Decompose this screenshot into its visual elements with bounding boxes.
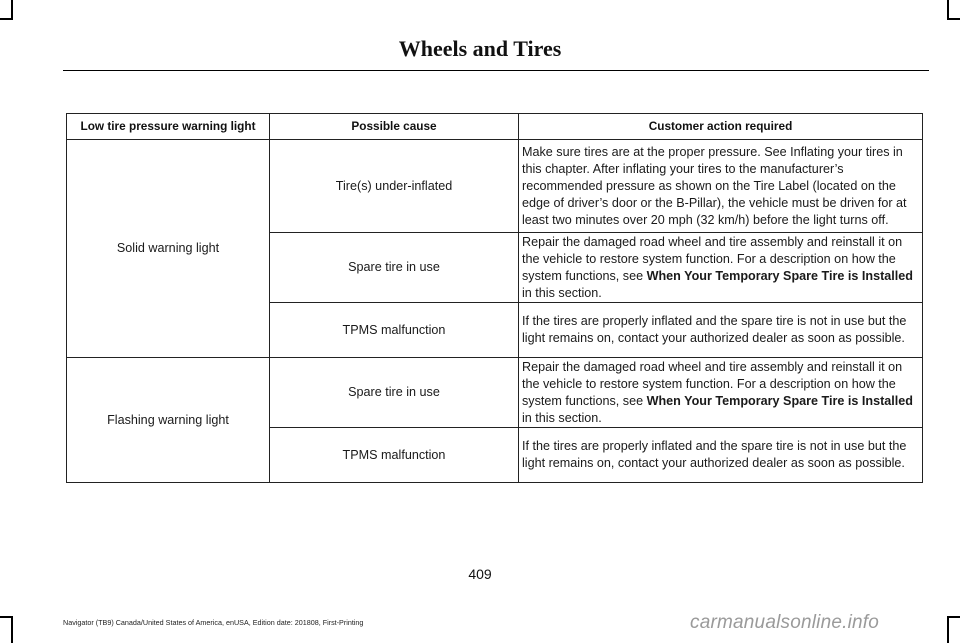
cause-cell: Spare tire in use (270, 233, 519, 303)
action-cell: Make sure tires are at the proper pressure. See Inflating your tires in this chapter. After inflating your tires to the manufacturer’s recommended pressure as shown on the Tire Label (located on the edge of driver’s door or the B-Pillar), the vehicle must be driven for at least two minutes over 20 mph (32 km/h) before the light turns off. (519, 140, 923, 233)
crop-mark-top-left-h (0, 18, 13, 20)
action-cell: If the tires are properly inflated and the spare tire is not in use but the light remains on, contact your authorized dealer as soon as possible. (519, 428, 923, 483)
crop-mark-top-right-v (947, 0, 949, 20)
action-text: Repair the damaged road wheel and tire assembly and reinstall it on the vehicle to restore system function. For a description on how the system functions, see (522, 234, 903, 283)
crop-mark-bottom-left-h (0, 616, 13, 618)
crop-mark-bottom-right-v (947, 616, 949, 643)
action-text: in this section. (522, 410, 602, 425)
cause-cell: Spare tire in use (270, 358, 519, 428)
group-solid-warning-light: Solid warning light (67, 140, 270, 358)
action-text: Repair the damaged road wheel and tire assembly and reinstall it on the vehicle to restore system function. For a description on how the system functions, see (522, 359, 903, 408)
action-cell: If the tires are properly inflated and the spare tire is not in use but the light remains on, contact your authorized dealer as soon as possible. (519, 303, 923, 358)
table-row (67, 358, 923, 428)
cause-cell: TPMS malfunction (270, 303, 519, 358)
cause-cell: TPMS malfunction (270, 428, 519, 483)
crop-mark-top-left-v (11, 0, 13, 20)
section-reference: When Your Temporary Spare Tire is Installed (646, 268, 914, 283)
header-customer-action: Customer action required (519, 114, 923, 140)
watermark: carmanualsonline.info (690, 612, 880, 633)
crop-mark-bottom-right-h (947, 616, 960, 618)
action-cell (519, 233, 923, 303)
cause-cell: Tire(s) under-inflated (270, 140, 519, 233)
footer-edition-info: Navigator (TB9) Canada/United States of America, enUSA, Edition date: 201808, First-Printing (63, 618, 364, 627)
header-possible-cause: Possible cause (270, 114, 519, 140)
group-flashing-warning-light: Flashing warning light (67, 358, 270, 483)
action-cell (519, 358, 923, 428)
section-reference: When Your Temporary Spare Tire is Installed (646, 393, 914, 408)
header-warning-light: Low tire pressure warning light (67, 114, 270, 140)
crop-mark-top-right-h (947, 18, 960, 20)
page-number: 409 (468, 566, 492, 582)
title-divider (63, 70, 929, 71)
page-title: Wheels and Tires (398, 36, 562, 61)
tpms-warning-table (66, 113, 923, 483)
table-header-row (67, 114, 923, 140)
crop-mark-bottom-left-v (11, 616, 13, 643)
action-text: in this section. (522, 285, 602, 300)
table-row (67, 140, 923, 233)
